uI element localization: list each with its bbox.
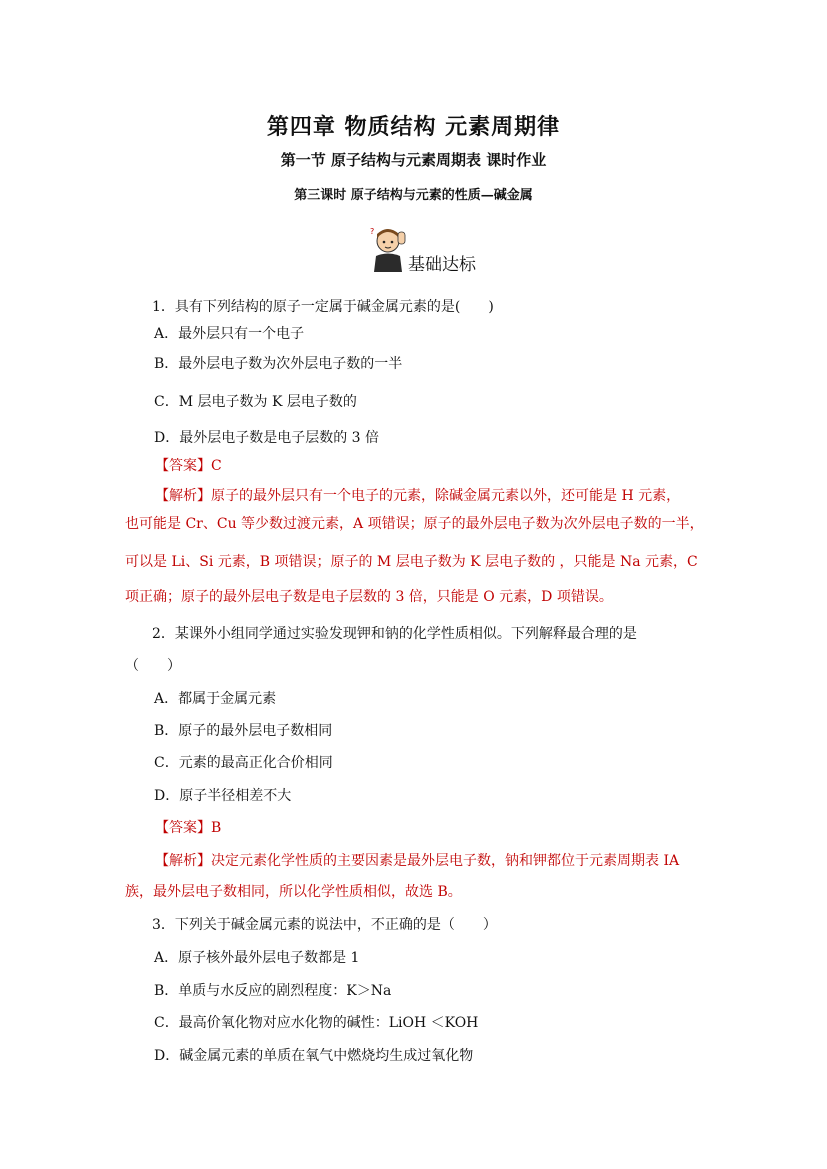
q1-option-a: A．最外层只有一个电子 — [154, 326, 305, 342]
q2-option-c: C．元素的最高正化合价相同 — [154, 755, 333, 771]
q2-option-d: D．原子半径相差不大 — [154, 788, 292, 804]
q2-answer: 【答案】B — [155, 820, 222, 836]
q2-option-b: B．原子的最外层电子数相同 — [154, 723, 333, 739]
q1-stem: 1．具有下列结构的原子一定属于碱金属元素的是( ) — [152, 299, 494, 315]
q1-option-b: B．最外层电子数为次外层电子数的一半 — [154, 356, 403, 372]
q2-explanation-line-1: 【解析】决定元素化学性质的主要因素是最外层电子数，钠和钾都位于元素周期表 IA — [155, 853, 680, 869]
q2-stem-line-2: （ ） — [125, 658, 181, 674]
section-label: 基础达标 — [408, 255, 476, 275]
section-title: 第一节 原子结构与元素周期表 课时作业 — [280, 151, 547, 169]
q1-explanation-line-4: 项正确；原子的最外层电子数是电子层数的 3 倍，只能是 O 元素，D 项错误。 — [125, 589, 613, 605]
q1-explanation-line-3: 可以是 Li、Si 元素，B 项错误；原子的 M 层电子数为 K 层电子数的 ，只能是 Na 元素，C — [125, 554, 698, 570]
q1-explanation-line-2: 也可能是 Cr、Cu 等少数过渡元素，A 项错误；原子的最外层电子数为次外层电子数的一半， — [125, 516, 704, 532]
q2-stem-line-1: 2．某课外小组同学通过实验发现钾和钠的化学性质相似。下列解释最合理的是 — [152, 626, 637, 642]
thinking-boy-icon — [368, 226, 410, 272]
q1-answer: 【答案】C — [155, 458, 222, 474]
q1-option-c: C．M 层电子数为 K 层电子数的 — [154, 394, 357, 410]
q3-option-b: B．单质与水反应的剧烈程度：K＞Na — [154, 983, 392, 999]
q1-option-d: D．最外层电子数是电子层数的 3 倍 — [154, 430, 380, 446]
q2-explanation-line-2: 族，最外层电子数相同，所以化学性质相似，故选 B。 — [125, 884, 462, 900]
q3-option-c: C．最高价氧化物对应水化物的碱性：LiOH ＜KOH — [154, 1015, 479, 1031]
q3-option-d: D．碱金属元素的单质在氧气中燃烧均生成过氧化物 — [154, 1048, 474, 1064]
q2-option-a: A．都属于金属元素 — [154, 691, 277, 707]
q3-option-a: A．原子核外最外层电子数都是 1 — [154, 950, 360, 966]
svg-text:?: ? — [370, 227, 375, 236]
chapter-title: 第四章 物质结构 元素周期律 — [266, 114, 561, 140]
q3-stem: 3．下列关于碱金属元素的说法中，不正确的是（ ） — [152, 917, 497, 933]
lesson-title: 第三课时 原子结构与元素的性质—碱金属 — [294, 188, 533, 203]
q1-explanation-line-1: 【解析】原子的最外层只有一个电子的元素，除碱金属元素以外，还可能是 H 元素， — [155, 488, 681, 504]
